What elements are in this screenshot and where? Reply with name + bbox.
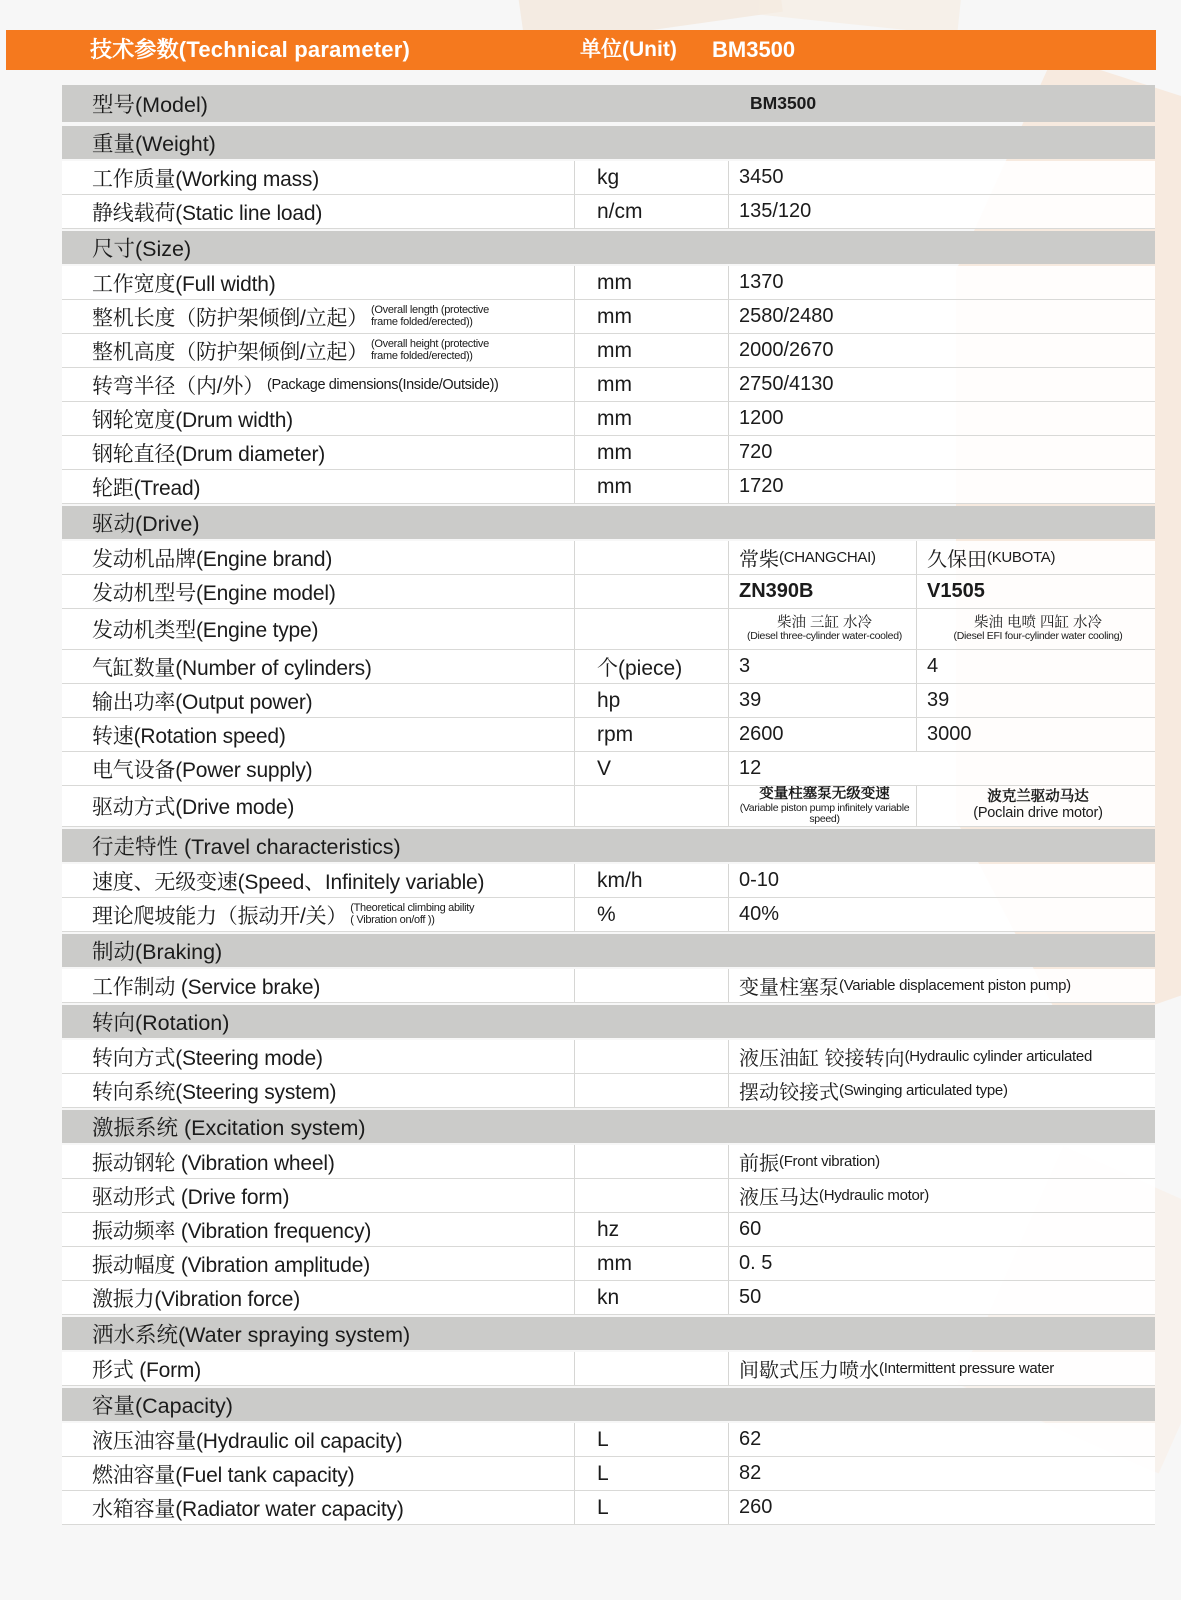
value-zh: 液压马达 [739,1187,819,1209]
table-row [62,1040,1155,1074]
value-cell [728,864,1155,897]
value-en: (Swinging articulated type) [839,1082,1008,1099]
table-row [62,864,1155,898]
param-cell [62,1352,574,1385]
unit-cell: L [574,1423,728,1456]
param-cell [62,684,574,717]
value-text: 135/120 [739,200,812,222]
param-label: 钢轮直径(Drum diameter) [92,442,326,466]
section-row [62,1388,1155,1421]
value-cell [728,334,1155,367]
unit-cell: L [574,1491,728,1524]
value-zh: 摆动铰接式 [739,1082,839,1104]
param-label: 理论爬坡能力（振动开/关） [92,904,348,928]
param-cell [62,300,574,333]
stacked-value [927,790,1155,821]
table-row [62,609,1155,650]
section-label: 驱动(Drive) [92,512,200,536]
table-row [62,266,1155,300]
param-note [350,903,474,926]
model-value: BM3500 [750,93,817,113]
value-text: V1505 [927,580,985,602]
value-zh: 间歇式压力喷水 [739,1360,879,1382]
value-cell [728,786,916,826]
value-cell [728,1491,1155,1524]
section-label: 容量(Capacity) [92,1394,233,1418]
value-text: 60 [739,1218,762,1240]
unit-cell: V [574,752,728,785]
value-cell [728,266,1155,299]
value-cell [916,575,1155,608]
param-label: 速度、无级变速(Speed、Infinitely variable) [92,870,485,894]
param-label: 水箱容量(Radiator water capacity) [92,1497,404,1521]
value-cell [728,161,1155,194]
unit-cell [574,1074,728,1107]
param-cell [62,470,574,503]
param-cell [62,1491,574,1524]
value-sub: (Diesel three-cylinder water-cooled) [747,630,902,643]
param-label: 转向方式(Steering mode) [92,1046,323,1070]
param-note: (Package dimensions(Inside/Outside)) [267,376,499,393]
value-cell [728,1179,1155,1212]
value-en: (CHANGCHAI) [779,549,876,566]
value-text: 3450 [739,166,784,188]
section-row [62,506,1155,539]
param-label: 转向系统(Steering system) [92,1080,337,1104]
value-zh: 变量柱塞泵 [739,977,839,999]
unit-cell: mm [574,470,728,503]
value-cell [728,541,916,574]
value-sub: (Variable piston pump infinitely variable speed) [739,801,910,825]
table-row [62,786,1155,827]
value-text: 1200 [739,407,784,429]
table-row [62,1213,1155,1247]
unit-cell: L [574,1457,728,1490]
value-text: 1370 [739,271,784,293]
table-row [62,718,1155,752]
table-row [62,300,1155,334]
unit-cell: mm [574,266,728,299]
param-label: 电气设备(Power supply) [92,758,313,782]
param-label: 气缸数量(Number of cylinders) [92,656,372,680]
value-text: 0. 5 [739,1252,773,1274]
value-text: 50 [739,1286,762,1308]
value-cell [728,470,1155,503]
section-row [62,829,1155,862]
param-cell [62,786,574,826]
value-cell [728,1423,1155,1456]
value-cell [728,1281,1155,1314]
section-label: 激振系统 (Excitation system) [92,1116,366,1140]
unit-column-header: 单位(Unit) [580,38,677,61]
value-zh: 前振 [739,1153,779,1175]
value-text: 2000/2670 [739,339,834,361]
value-cell [728,969,1155,1002]
param-cell [62,752,574,785]
value-cell [728,1352,1155,1385]
unit-cell: mm [574,334,728,367]
value-text: 2600 [739,723,784,745]
value-text: 0-10 [739,869,780,891]
table-row [62,1423,1155,1457]
unit-cell [574,1179,728,1212]
param-label: 驱动方式(Drive mode) [92,796,295,819]
param-label: 液压油容量(Hydraulic oil capacity) [92,1429,403,1453]
value-cell [728,1213,1155,1246]
value-cell [728,684,916,717]
unit-cell [574,1145,728,1178]
param-label: 轮距(Tread) [92,476,201,500]
table-row [62,541,1155,575]
table-row [62,161,1155,195]
value-cell [728,368,1155,401]
section-label: 转向(Rotation) [92,1011,230,1035]
table-row [62,334,1155,368]
value-cell [728,752,1155,785]
table-row [62,898,1155,932]
unit-cell: % [574,898,728,931]
param-label: 输出功率(Output power) [92,690,313,714]
value-cell [728,718,916,751]
param-note-line: ( Vibration on/off )) [350,913,435,926]
section-label: 行走特性 (Travel characteristics) [92,835,401,859]
param-label: 工作宽度(Full width) [92,272,276,296]
param-cell [62,718,574,751]
param-label: 振动钢轮 (Vibration wheel) [92,1151,335,1175]
value-cell [728,300,1155,333]
unit-cell [574,1040,728,1073]
param-label: 工作质量(Working mass) [92,167,320,191]
section-label: 型号(Model) [92,93,208,117]
value-cell [916,684,1155,717]
value-cell [728,195,1155,228]
param-note-line: (Overall length (protective [371,304,489,316]
unit-cell [574,969,728,1002]
unit-cell: km/h [574,864,728,897]
unit-cell: hz [574,1213,728,1246]
param-cell [62,1281,574,1314]
table-row [62,1352,1155,1386]
param-label: 转弯半径（内/外） [92,374,265,398]
param-cell [62,1040,574,1073]
value-cell [728,1074,1155,1107]
value-text: 2750/4130 [739,373,834,395]
param-cell [62,864,574,897]
value-main: 柴油 三缸 水冷 [776,614,873,631]
param-label: 燃油容量(Fuel tank capacity) [92,1463,355,1487]
page-title: 技术参数(Technical parameter) [90,37,411,62]
value-cell [916,609,1155,649]
param-label: 驱动形式 (Drive form) [92,1185,290,1209]
param-note-line: (Overall height (protective [371,338,489,350]
table-row [62,470,1155,504]
table-row [62,402,1155,436]
param-cell [62,1457,574,1490]
section-row [62,934,1155,967]
unit-cell [574,786,728,826]
table-row [62,1179,1155,1213]
param-cell [62,1213,574,1246]
table-row [62,1491,1155,1525]
value-en: (Hydraulic motor) [819,1187,929,1204]
param-label: 发动机品牌(Engine brand) [92,547,333,571]
table-row [62,752,1155,786]
unit-cell [574,1352,728,1385]
stacked-value [927,616,1155,643]
section-row [62,1317,1155,1350]
param-cell [62,266,574,299]
unit-cell: kn [574,1281,728,1314]
section-row [62,1110,1155,1143]
table-row [62,1074,1155,1108]
value-cell [728,898,1155,931]
value-text: 2580/2480 [739,305,834,327]
table-row [62,436,1155,470]
param-label: 工作制动 (Service brake) [92,975,321,999]
table-row [62,969,1155,1003]
param-note-line: frame folded/erected)) [371,315,473,328]
param-cell [62,161,574,194]
table-row [62,575,1155,609]
value-zh: 液压油缸 铰接转向 [739,1048,905,1070]
param-label: 发动机型号(Engine model) [92,581,336,605]
param-cell [62,368,574,401]
param-cell [62,436,574,469]
value-cell [728,402,1155,435]
value-text: 39 [739,689,762,711]
value-text: 12 [739,757,762,779]
param-cell [62,1074,574,1107]
table-row [62,1145,1155,1179]
section-label: 洒水系统(Water spraying system) [92,1323,411,1347]
value-sub: (Poclain drive motor) [973,805,1103,821]
table-row [62,368,1155,402]
value-cell [728,609,916,649]
value-sub: (Diesel EFI four-cylinder water cooling) [953,630,1123,643]
section-row [62,231,1155,264]
table-row [62,1247,1155,1281]
param-cell [62,195,574,228]
param-label: 整机高度（防护架倾倒/立起） [92,340,369,364]
param-label: 振动幅度 (Vibration amplitude) [92,1253,371,1277]
stacked-value [739,787,916,825]
unit-cell: mm [574,368,728,401]
model-row [62,85,1155,122]
value-en: (Intermittent pressure water [879,1360,1054,1377]
param-cell [62,609,574,649]
value-en: (Front vibration) [779,1153,880,1170]
param-label: 振动频率 (Vibration frequency) [92,1219,372,1243]
unit-cell [574,609,728,649]
value-zh: 常柴 [739,549,779,571]
value-cell [916,650,1155,683]
value-cell [916,786,1155,826]
param-label: 静线载荷(Static line load) [92,201,323,225]
value-main: 柴油 电喷 四缸 水冷 [973,614,1103,631]
param-cell [62,650,574,683]
param-cell [62,1423,574,1456]
value-cell [916,541,1155,574]
param-cell [62,969,574,1002]
value-cell [728,575,916,608]
table-row [62,195,1155,229]
value-text: 39 [927,689,950,711]
value-cell [728,1145,1155,1178]
param-cell [62,541,574,574]
section-label: 制动(Braking) [92,940,223,964]
value-cell [728,1457,1155,1490]
value-main: 波克兰驱动马达 [987,789,1089,806]
param-label: 激振力(Vibration force) [92,1287,301,1311]
value-text: 1720 [739,475,784,497]
param-note [371,339,489,362]
param-label: 形式 (Form) [92,1358,202,1382]
unit-cell: kg [574,161,728,194]
value-text: 720 [739,441,773,463]
value-text: 260 [739,1496,773,1518]
section-row [62,126,1155,159]
param-label: 钢轮宽度(Drum width) [92,408,293,432]
value-cell [728,650,916,683]
unit-cell: mm [574,300,728,333]
table-row [62,650,1155,684]
param-cell [62,402,574,435]
param-note [371,305,489,328]
value-text: 3000 [927,723,972,745]
param-cell [62,575,574,608]
unit-cell [574,575,728,608]
unit-cell: hp [574,684,728,717]
model-column-header: BM3500 [712,37,796,62]
value-text: 3 [739,655,751,677]
value-text: 4 [927,655,939,677]
value-en: (Hydraulic cylinder articulated [904,1048,1093,1065]
param-label: 转速(Rotation speed) [92,724,286,748]
title-bar [6,30,1156,70]
unit-cell: mm [574,436,728,469]
value-cell [916,718,1155,751]
table-row [62,684,1155,718]
param-cell [62,1247,574,1280]
stacked-value [739,616,916,643]
param-label: 发动机类型(Engine type) [92,619,319,642]
unit-cell: mm [574,1247,728,1280]
unit-cell: n/cm [574,195,728,228]
param-label: 整机长度（防护架倾倒/立起） [92,306,369,330]
value-text: 82 [739,1462,762,1484]
value-en: (Variable displacement piston pump) [839,977,1071,994]
unit-cell [574,541,728,574]
value-zh: 久保田 [927,549,987,571]
param-cell [62,898,574,931]
param-note-line: frame folded/erected)) [371,349,473,362]
section-row [62,1005,1155,1038]
value-cell [728,1247,1155,1280]
value-cell [728,1040,1155,1073]
section-label: 尺寸(Size) [92,237,192,261]
value-text: ZN390B [739,580,814,602]
value-en: (KUBOTA) [987,549,1056,566]
unit-cell: mm [574,402,728,435]
table-row [62,1281,1155,1315]
value-text: 40% [739,903,780,925]
unit-cell: rpm [574,718,728,751]
param-cell [62,1179,574,1212]
parameter-table [62,85,1155,1525]
section-label: 重量(Weight) [92,132,216,156]
value-main: 变量柱塞泵无级变速 [759,786,890,802]
table-row [62,1457,1155,1491]
value-text: 62 [739,1428,762,1450]
unit-cell: 个(piece) [574,650,728,683]
value-cell [728,436,1155,469]
param-cell [62,334,574,367]
param-cell [62,1145,574,1178]
param-note-line: (Theoretical climbing ability [350,902,475,914]
